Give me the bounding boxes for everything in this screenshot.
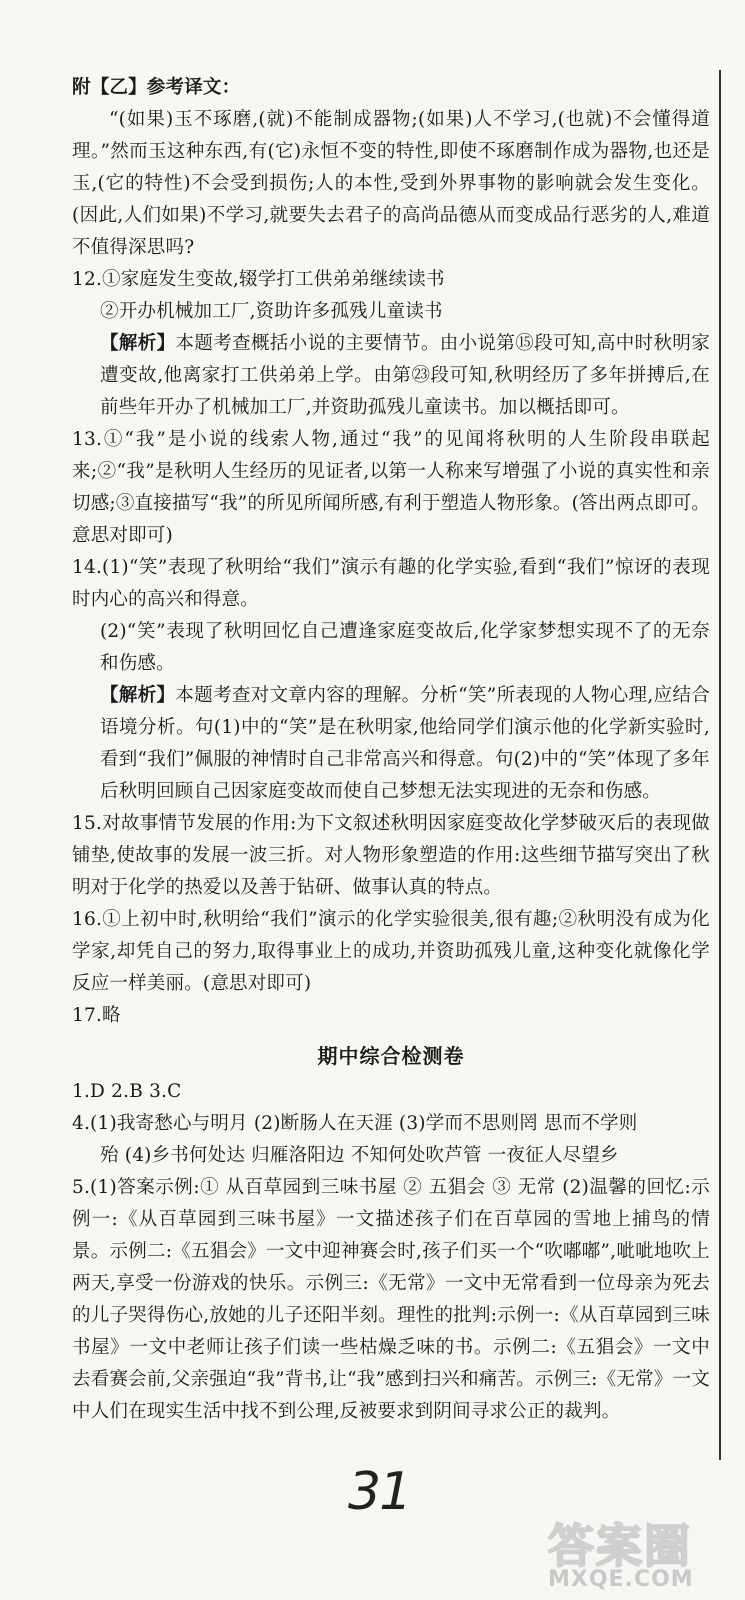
q14-analysis <box>72 680 710 808</box>
q14-analysis-text: 本题考查对文章内容的理解。分析“笑”所表现的人物心理,应结合语境分析。句(1)中的“笑”是在秋明家,他给同学们演示他的化学新实验时,看到“我们”佩服的神情时自己非常高兴和得意。句(2)中的“笑”体现了多年后秋明回顾自己因家庭变故而使自己梦想无法实现进的无奈和伤感。 <box>100 685 710 802</box>
analysis-label: 【解析】 <box>100 333 176 354</box>
watermark-logo: 答案圈 <box>548 1519 692 1573</box>
q4-line2: 殆 (4)乡书何处达 归雁洛阳边 不知何处吹芦管 一夜征人尽望乡 <box>100 1145 619 1166</box>
q12-line1: 12.①家庭发生变故,辍学打工供弟弟继续读书 <box>72 269 445 290</box>
answer-content <box>72 72 710 1428</box>
q12-line2: ②开办机械加工厂,资助许多孤残儿童读书 <box>100 301 443 322</box>
section-title: 期中综合检测卷 <box>317 1044 465 1068</box>
watermark-url: MXQE.COM <box>548 1567 694 1592</box>
right-margin-rule <box>719 70 721 1460</box>
q14-part1: 14.(1)“笑”表现了秋明给“我们”演示有趣的化学实验,看到“我们”惊讶的表现时内心的高兴和得意。 <box>72 557 710 610</box>
answers-1-3: 1.D 2.B 3.C <box>72 1081 182 1102</box>
handwritten-page-number: 31 <box>348 1462 411 1522</box>
q12-analysis <box>72 328 710 424</box>
translation-heading <box>72 72 710 104</box>
analysis-label: 【解析】 <box>100 685 176 706</box>
q14-part2: (2)“笑”表现了秋明回忆自己遭逢家庭变故后,化学家梦想实现不了的无奈和伤感。 <box>100 621 710 674</box>
q17-answer: 17.略 <box>72 1005 121 1026</box>
q13-answer: 13.①“我”是小说的线索人物,通过“我”的见闻将秋明的人生阶段串联起来;②“我”是秋明人生经历的见证者,以第一人称来写增强了小说的真实性和亲切感;③直接描写“我”的所见所闻所感,有利于塑造人物形象。(答出两点即可。意思对即可) <box>72 429 710 546</box>
q16-answer: 16.①上初中时,秋明给“我们”演示的化学实验很美,很有趣;②秋明没有成为化学家,却凭自己的努力,取得事业上的成功,并资助孤残儿童,这种变化就像化学反应一样美丽。(意思对即可) <box>72 909 710 994</box>
q4-line1: 4.(1)我寄愁心与明月 (2)断肠人在天涯 (3)学而不思则罔 思而不学则 <box>72 1113 638 1134</box>
translation-text: “(如果)玉不琢磨,(就)不能制成器物;(如果)人不学习,(也就)不会懂得道理。”然而玉这种东西,有(它)永恒不变的特性,即使不琢磨制作成为器物,也还是玉,(它的特性)不会受到损伤;人的本性,受到外界事物的影响就会发生变化。(因此,人们如果)不学习,就要失去君子的高尚品德从而变成品行恶劣的人,难道不值得深思吗? <box>72 109 710 258</box>
q15-answer: 15.对故事情节发展的作用:为下文叙述秋明因家庭变故化学梦破灭后的表现做铺垫,使故事的发展一波三折。对人物形象塑造的作用:这些细节描写突出了秋明对于化学的热爱以及善于钻研、做事认真的特点。 <box>72 813 710 898</box>
q12-analysis-text: 本题考查概括小说的主要情节。由小说第⑮段可知,高中时秋明家遭变故,他离家打工供弟弟上学。由第㉓段可知,秋明经历了多年拼搏后,在前些年开办了机械加工厂,并资助孤残儿童读书。加以概括即可。 <box>100 333 710 418</box>
translation-heading-label: 附【乙】参考译文： <box>72 77 241 98</box>
q5-answer: 5.(1)答案示例:① 从百草园到三味书屋 ② 五猖会 ③ 无常 (2)温馨的回忆:示例一:《从百草园到三味书屋》一文描述孩子们在百草园的雪地上捕鸟的情景。示例二:《五猖会》一文中迎神赛会时,孩子们买一个“吹嘟嘟”,呲呲地吹上两天,享受一份游戏的快乐。示例三:《无常》一文中无常看到一位母亲为死去的儿子哭得伤心,放她的儿子还阳半刻。理性的批判:示例一:《从百草园到三味书屋》一文中老师让孩子们读一些枯燥乏味的书。示例二:《五猖会》一文中去看赛会前,父亲强迫“我”背书,让“我”感到扫兴和痛苦。示例三:《无常》一文中人们在现实生活中找不到公理,反被要求到阴间寻求公正的裁判。 <box>72 1177 711 1422</box>
